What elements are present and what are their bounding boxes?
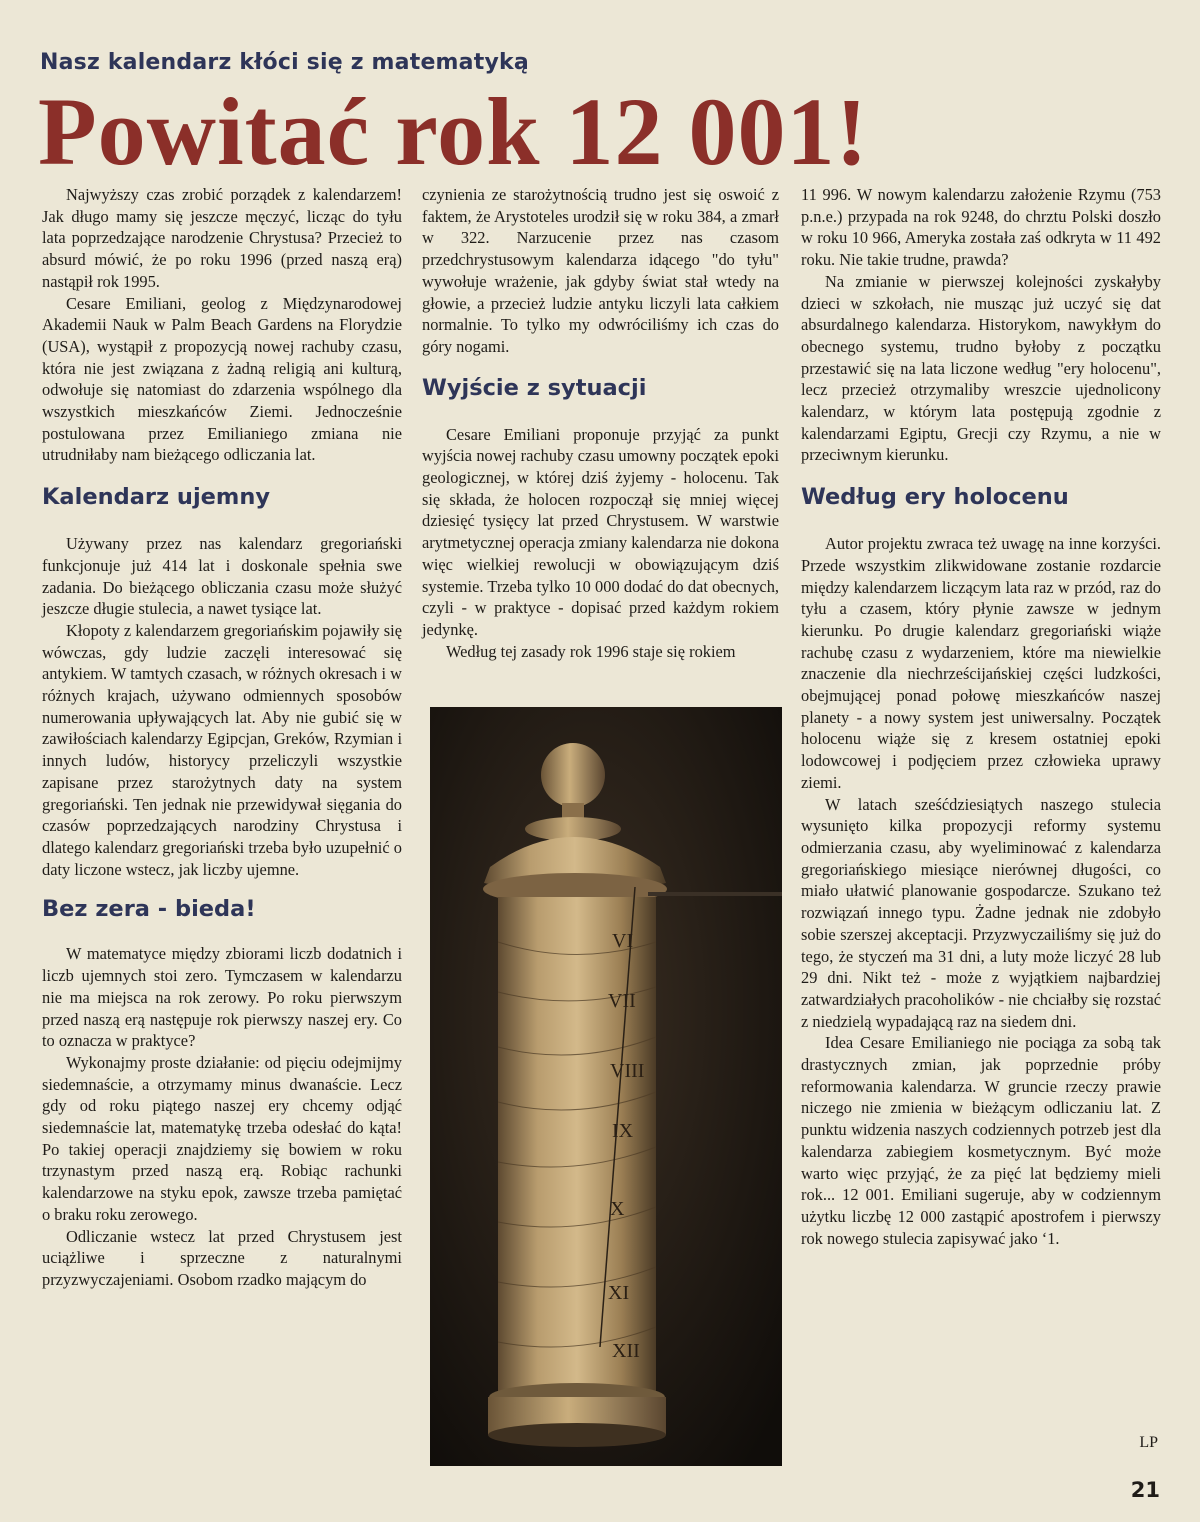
article-kicker: Nasz kalendarz kłóci się z matematyką xyxy=(40,50,529,75)
sundial-illustration xyxy=(430,707,782,1466)
sundial-numeral: X xyxy=(610,1198,625,1220)
sundial-numeral: VI xyxy=(612,930,634,952)
author-signature: LP xyxy=(1139,1434,1158,1451)
column-1 xyxy=(42,184,402,1291)
sundial-numeral: VII xyxy=(608,990,636,1012)
column-2 xyxy=(422,184,779,662)
paragraph: Odliczanie wstecz lat przed Chrystusem jest uciążliwe i sprzeczne z naturalnymi przyzwyczajeniami. Osobom rzadko mającym do xyxy=(42,1226,402,1289)
paragraph: Według tej zasady rok 1996 staje się rokiem xyxy=(446,641,736,661)
paragraph: Cesare Emiliani proponuje przyjąć za punkt wyjścia nowej rachuby czasu umowny początek epoki geologicznej, w której dziś żyjemy - holocenu. Tak się składa, że holocen rozpoczął się mniej więcej dziesięć tysięcy lat przed Chrystusem. W warstwie arytmetycznej operacja zmiany kalendarza nie dokona więc wielkiej rewolucji w obowiązującym dziś systemie. Trzeba tylko 10 000 dodać do dat obecnych, czyli - w praktyce - dopisać przed każdym rokiem jedynkę. xyxy=(422,424,779,639)
paragraph: Na zmianie w pierwszej kolejności zyskałyby dzieci w szkołach, nie musząc już uczyć się dat absurdalnego kalendarza. Historykom, nawykłym do obecnego systemu, trudno byłoby z początku przestawić się na lata liczone według "ery holocenu", lecz przecież otrzymaliby wreszcie ujednolicony kalendarz, w którym lata postępują zgodnie z kalendarzami Egiptu, Grecji czy Rzymu, a nie w przeciwnym kierunku. xyxy=(801,271,1161,465)
sundial-numeral: XI xyxy=(608,1282,630,1304)
paragraph: Autor projektu zwraca też uwagę na inne korzyści. Przede wszystkim zlikwidowane zostanie rozdarcie między kalendarzem liczącym lata raz w przód, raz do tyłu a czasem, który płynie zawsze w jednym kierunku. Po drugie kalendarz gregoriański wiąże rachubę czasu z wydarzeniem, które ma niewielkie znaczenie dla niechrześcijańskiej części ludzkości, obejmującej ponad połowę mieszkańców naszej planety - a nowy system jest uniwersalny. Początek holocenu wiąże się z kresem ostatniej epoki lodowcowej i podjęciem przez człowieka uprawy ziemi. xyxy=(801,534,1161,792)
page-number: 21 xyxy=(1130,1478,1160,1502)
sundial-cylinder xyxy=(498,897,656,1397)
sundial-numeral: XII xyxy=(612,1340,640,1362)
paragraph: czynienia ze starożytnością trudno jest się oswoić z faktem, że Arystoteles urodził się w roku 384, a zmarł w 322. Narzucenie przez nas czasom przedchrystusowym kalendarza idącego "do tyłu" wywołuje wrażenie, jak gdyby świat stał wtedy na głowie, a przecież ludzie antyku liczyli lata całkiem normalnie. To tylko my odwróciliśmy ich czas do góry nogami. xyxy=(422,185,779,356)
paragraph: Kłopoty z kalendarzem gregoriańskim pojawiły się wówczas, gdy ludzie zaczęli interesować się antykiem. W tamtych czasach, w różnych okresach i w różnych krajach, używano odmiennych sposobów numerowania upływających lat. Aby nie gubić się w zawiłościach kalendarzy Egipcjan, Greków, Rzymian i innych ludów, historycy przeliczyli wszystkie zapisane przez starożytnych daty na system gregoriański. Ten jednak nie przewidywał sięgania do czasów poprzedzających narodziny Chrystusa i dlatego kalendarz gregoriański trzeba było uzupełnić o daty liczone wstecz, jak liczby ujemne. xyxy=(42,620,402,879)
section-heading: Kalendarz ujemny xyxy=(42,484,271,511)
article-headline: Powitać rok 12 001! xyxy=(38,78,869,185)
sundial-numeral: VIII xyxy=(610,1060,645,1082)
section-heading: Według ery holocenu xyxy=(801,484,1069,511)
paragraph: W latach sześćdziesiątych naszego stulecia wysunięto kilka propozycji reformy systemu odmierzania czasu, aby wyeliminować z kalendarza gregoriańskiego miesiące nierównej długości, co miało ułatwić planowanie gospodarcze. Szukano też rozwiązań innego typu. Żadne jednak nie zdobyło sobie szerszej akceptacji. Przyzwyczailiśmy się już do tego, że styczeń ma 31 dni, a luty może liczyć 28 lub 29 dni. Nikt też - może z wyjątkiem najbardziej zatwardziałych pracoholików - nie chciałby się rozstać z niedzielą wypadającą raz na siedem dni. xyxy=(801,794,1161,1031)
paragraph: Wykonajmy proste działanie: od pięciu odejmijmy siedemnaście, a otrzymamy minus dwanaście. Lecz gdy od roku piątego naszej ery chcemy odjąć siedemnaście lat, matematykę trzeba odesłać do kąta! Po takiej operacji znajdziemy się bowiem w roku trzynastym przed naszą erą. Robiąc rachunki kalendarzowe na styku epok, zawsze trzeba pamiętać o braku roku zerowego. xyxy=(42,1052,402,1224)
paragraph: Używany przez nas kalendarz gregoriański funkcjonuje już 414 lat i doskonale spełnia swe zadania. Do bieżącego obliczania czasu może służyć jeszcze długie stulecia, a nawet tysiące lat. xyxy=(42,534,402,619)
column-3 xyxy=(801,184,1161,1249)
paragraph: Idea Cesare Emilianiego nie pociąga za sobą tak drastycznych zmian, jak poprzednie próby reformowania kalendarza. W gruncie rzeczy prawie niczego nie zmienia w bieżącym odliczaniu lat. Z punktu widzenia naszych codziennych potrzeb jest dla kalendarza zabiegiem kosmetycznym. Być może warto więc przyjąć, że za pięć lat będziemy mieli rok... 12 001. Emiliani sugeruje, aby w codziennym użytku liczbę 12 000 zastąpić apostrofem i pierwszy rok nowego stulecia zapisywać jako ‘1. xyxy=(801,1033,1161,1248)
paragraph: Cesare Emiliani, geolog z Międzynarodowej Akademii Nauk w Palm Beach Gardens na Florydzie (USA), wystąpił z propozycją nowej rachuby czasu, która nie jest związana z żadną religią ani kulturą, odwołuje się natomiast do zdarzenia wspólnego dla wszystkich mieszkańców Ziemi. Jednocześnie postulowana przez Emilianiego zmiana nie utrudniłaby nam bieżącego odliczania lat. xyxy=(42,293,402,465)
sundial-numeral: IX xyxy=(612,1120,634,1142)
sundial-knob xyxy=(541,743,605,807)
section-heading: Bez zera - bieda! xyxy=(42,896,256,923)
paragraph: W matematyce między zbiorami liczb dodatnich i liczb ujemnych stoi zero. Tymczasem w kalendarzu nie ma miejsca na rok zerowy. Po roku pierwszym przed naszą erą następuje rok pierwszy naszej ery. Co to oznacza w praktyce? xyxy=(42,944,402,1051)
section-heading: Wyjście z sytuacji xyxy=(422,374,647,401)
paragraph: 11 996. W nowym kalendarzu założenie Rzymu (753 p.n.e.) przypada na rok 9248, do chrztu Polski doszło w roku 10 966, Ameryka została zaś odkryta w 11 492 roku. Nie takie trudne, prawda? xyxy=(801,185,1161,270)
sundial-photo xyxy=(430,707,782,1466)
paragraph: Najwyższy czas zrobić porządek z kalendarzem! Jak długo mamy się jeszcze męczyć, licząc do tyłu lata poprzedzające narodzenie Chrystusa? Przecież to absurd mówić, że po roku 1996 (przed naszą erą) nastąpił rok 1995. xyxy=(42,185,402,291)
